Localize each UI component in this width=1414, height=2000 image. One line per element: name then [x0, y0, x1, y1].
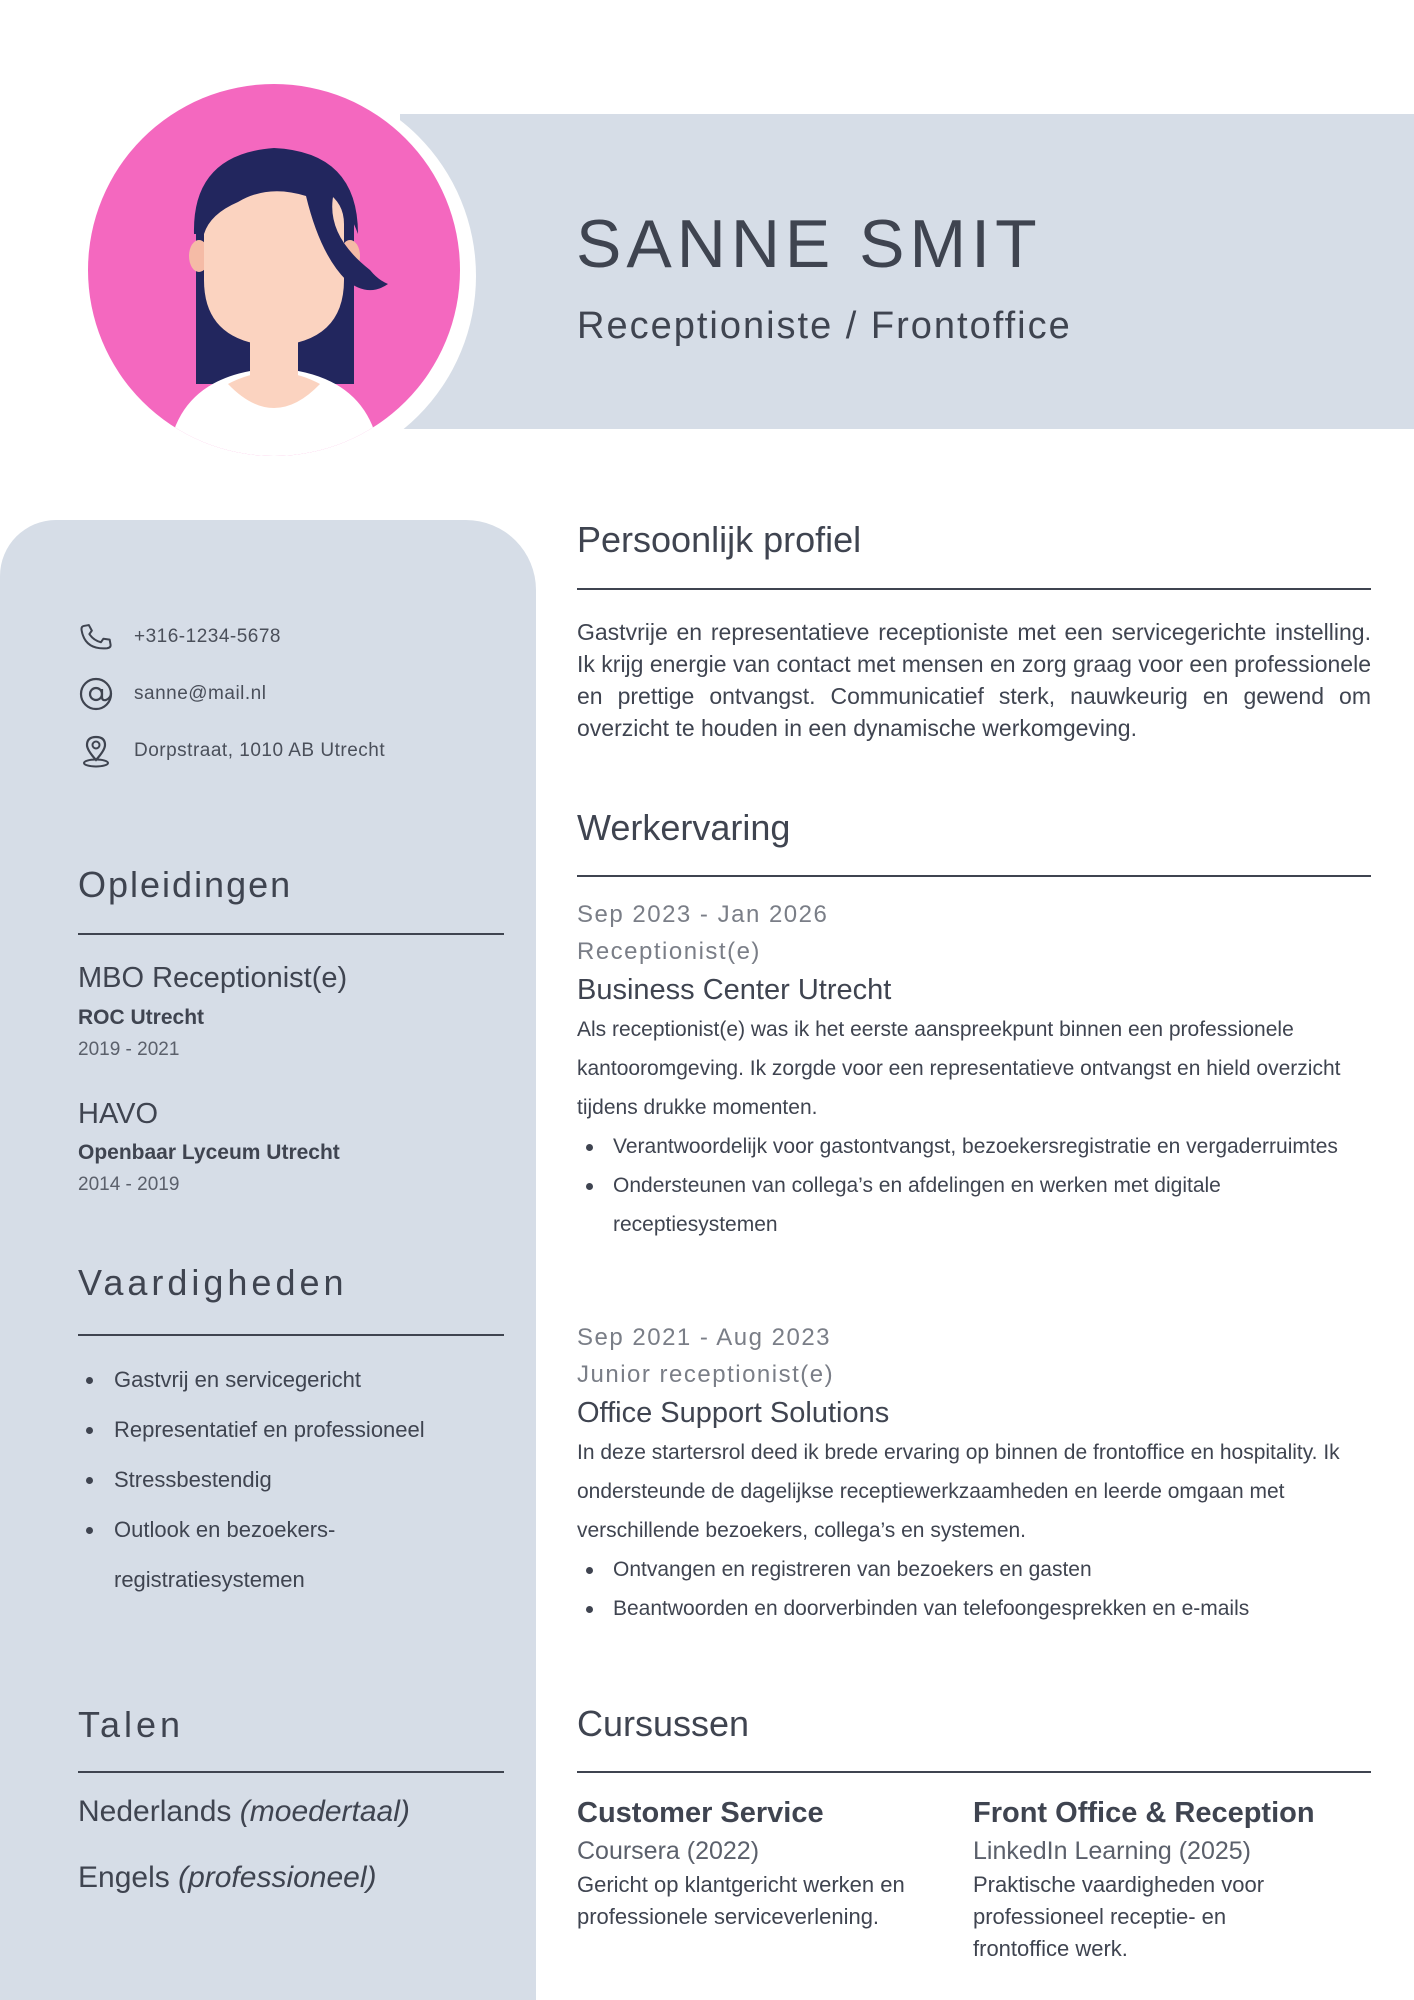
- list-item: Outlook en bezoekers-registratiesystemen: [78, 1505, 378, 1605]
- course-provider: LinkedIn Learning (2025): [973, 1837, 1251, 1865]
- education-years: 2014 - 2019: [78, 1174, 180, 1195]
- course-title: Front Office & Reception: [973, 1797, 1315, 1829]
- job-entry: [577, 896, 1371, 1244]
- education-school: ROC Utrecht: [78, 1006, 205, 1029]
- education-years: 2019 - 2021: [78, 1039, 180, 1060]
- list-item: Beantwoorden en doorverbinden van telefoongesprekken en e-mails: [577, 1589, 1371, 1628]
- address: Dorpstraat, 1010 AB Utrecht: [134, 740, 386, 761]
- job-period: Sep 2023 - Jan 2026: [577, 901, 829, 928]
- education-title: MBO Receptionist(e): [78, 962, 348, 994]
- job-company: Business Center Utrecht: [577, 974, 892, 1006]
- divider: [577, 875, 1371, 877]
- skills-heading: Vaardigheden: [78, 1262, 348, 1303]
- location-pin-icon: [76, 729, 116, 773]
- experience-heading: Werkervaring: [577, 807, 791, 848]
- profile-text: Gastvrije en representatieve receptioniste met een servicegerichte instelling. Ik krijg energie van contact met mensen en zorg graag voor een professionele en prettige ontvangst. Communicatief sterk, nauwkeurig en gewend om overzicht te houden in een dynamische werkomgeving.: [577, 619, 1371, 741]
- job-role: Receptionist(e): [577, 938, 761, 965]
- job-bullets: [577, 1550, 1371, 1628]
- list-item: Representatief en professioneel: [78, 1405, 518, 1455]
- courses-heading: Cursussen: [577, 1703, 750, 1744]
- course-description: Gericht op klantgericht werken en professionele serviceverlening.: [577, 1872, 905, 1929]
- job-entry: [577, 1319, 1371, 1628]
- language-name: Nederlands: [78, 1795, 232, 1828]
- course-provider: Coursera (2022): [577, 1837, 760, 1865]
- divider: [577, 588, 1371, 590]
- divider: [78, 933, 504, 935]
- profile-heading: Persoonlijk profiel: [577, 519, 862, 560]
- language-level: (moedertaal): [239, 1795, 410, 1828]
- skills-list: [78, 1355, 518, 1605]
- divider: [78, 1334, 504, 1336]
- contact-phone: [76, 615, 281, 659]
- list-item: Ondersteunen van collega’s en afdelingen en werken met digitale receptiesystemen: [577, 1166, 1371, 1244]
- education-heading: Opleidingen: [78, 864, 293, 905]
- divider: [78, 1771, 504, 1773]
- language-name: Engels: [78, 1861, 170, 1894]
- course-item: [973, 1793, 1353, 1965]
- course-item: [577, 1793, 957, 1933]
- job-bullets: [577, 1127, 1371, 1244]
- list-item: Gastvrij en servicegericht: [78, 1355, 518, 1405]
- phone-icon: [76, 615, 116, 659]
- person-name: SANNE SMIT: [576, 206, 1042, 282]
- job-description: In deze startersrol deed ik brede ervaring op binnen de frontoffice en hospitality. Ik ondersteunde de dagelijkse receptiewerkzaamheden en leerde omgaan met verschillende bezoekers, collega’s en systemen.: [577, 1441, 1340, 1542]
- language-item: [78, 1861, 377, 1895]
- languages-heading: Talen: [78, 1704, 185, 1745]
- job-period: Sep 2021 - Aug 2023: [577, 1324, 832, 1351]
- divider: [577, 1771, 1371, 1773]
- job-role: Junior receptionist(e): [577, 1361, 835, 1388]
- job-company: Office Support Solutions: [577, 1397, 890, 1429]
- education-school: Openbaar Lyceum Utrecht: [78, 1141, 340, 1164]
- course-title: Customer Service: [577, 1797, 824, 1829]
- job-title: Receptioniste / Frontoffice: [577, 305, 1072, 347]
- language-level: (professioneel): [178, 1861, 377, 1894]
- person-avatar-icon: [88, 84, 460, 456]
- list-item: Stressbestendig: [78, 1455, 518, 1505]
- phone-number: +316-1234-5678: [134, 626, 281, 647]
- education-title: HAVO: [78, 1098, 159, 1130]
- list-item: Verantwoordelijk voor gastontvangst, bezoekersregistratie en vergaderruimtes: [577, 1127, 1371, 1166]
- email-address: sanne@mail.nl: [134, 683, 267, 704]
- at-sign-icon: [76, 672, 116, 716]
- contact-address: [76, 729, 385, 773]
- job-description: Als receptionist(e) was ik het eerste aanspreekpunt binnen een professionele kantooromgeving. Ik zorgde voor een representatieve ontvangst en hield overzicht tijdens drukke momenten.: [577, 1018, 1341, 1119]
- language-item: [78, 1795, 410, 1829]
- avatar: [88, 84, 460, 456]
- list-item: Ontvangen en registreren van bezoekers en gasten: [577, 1550, 1371, 1589]
- course-description: Praktische vaardigheden voor professioneel receptie- en frontoffice werk.: [973, 1872, 1265, 1961]
- contact-email: [76, 672, 266, 716]
